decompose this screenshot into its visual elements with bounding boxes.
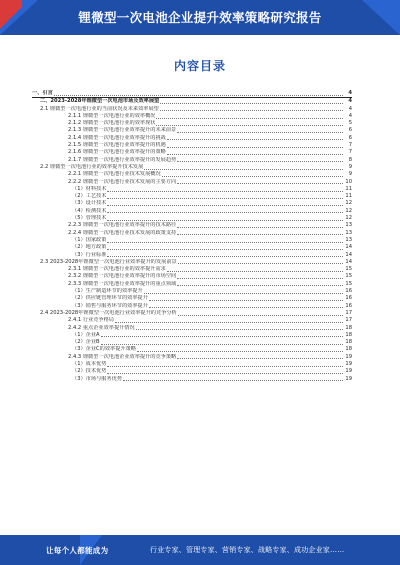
toc-entry[interactable] [32,244,352,251]
toc-leader-dots [107,202,343,206]
toc-entry-label: 二、2023-2028年锂微型一次电池市场及效率展望 [40,98,160,105]
header-banner [0,0,400,35]
toc-leader-dots [107,253,343,257]
toc-entry-label: （1）生产制造环节的效率提升 [72,288,143,295]
toc-entry[interactable] [32,157,352,164]
toc-entry[interactable] [32,281,352,288]
toc-entry-page: 9 [348,171,352,178]
toc-entry-page: 19 [345,360,352,367]
toc-entry-label: （3）企业C的效率提升策略 [72,346,136,353]
toc-entry-page: 4 [348,98,352,105]
toc-leader-dots [178,260,343,264]
toc-entry-label: 2.2 锂微型一次电池行业的效率提升技术发展 [40,163,144,170]
toc-entry[interactable] [32,288,352,295]
toc-entry[interactable] [32,252,352,259]
toc-entry-page: 15 [345,266,352,273]
toc-entry-label: （2）企业B [72,339,100,346]
toc-leader-dots [177,180,343,184]
toc-entry-page: 13 [345,229,352,236]
toc-entry-label: 2.1.5 锂微型一次电池行业效率提升的机遇 [68,142,166,149]
toc-entry[interactable] [32,266,352,273]
toc-entry-page: 12 [345,215,352,222]
toc-leader-dots [160,107,343,111]
toc-entry-page: 17 [345,309,352,316]
toc-leader-dots [149,297,343,301]
toc-leader-dots [167,136,343,140]
toc-entry[interactable] [32,376,352,383]
toc-entry-page: 15 [345,273,352,280]
toc-leader-dots [162,173,343,177]
toc-entry-label: 2.1.3 锂微型一次电池行业效率提升的未来前景 [68,127,177,134]
toc-leader-dots [107,217,343,221]
toc-entry-label: （1）企业A [72,331,100,338]
toc-entry-page: 16 [345,295,352,302]
toc-entry-label: （2）供应链管理环节的效率提升 [72,295,148,302]
toc-leader-dots [54,92,343,96]
toc-leader-dots [107,188,343,192]
toc-entry-label: 2.1.2 锂微型一次电池行业的效率现状 [68,120,156,127]
toc-entry-page: 6 [348,127,352,134]
toc-entry-page: 13 [345,236,352,243]
toc-entry[interactable] [32,222,352,229]
toc-leader-dots [107,370,343,374]
toc-leader-dots [160,100,343,104]
toc-entry[interactable] [32,171,352,178]
toc-leader-dots [107,239,343,243]
toc-entry-label: （3）设计技术 [72,200,107,207]
toc-entry-label: 2.3 2023-2028年锂微型一次电池行业效率提升的发展前景 [40,258,177,265]
toc-entry-page: 11 [345,185,352,192]
toc-entry[interactable] [32,164,352,171]
toc-leader-dots [177,129,343,133]
toc-entry-label: （2）工艺技术 [72,193,107,200]
toc-entry-page: 12 [345,200,352,207]
toc-entry-label: 一、引言 [32,90,53,96]
toc-entry-page: 19 [345,368,352,375]
toc-leader-dots [101,341,343,345]
toc-entry[interactable] [32,120,352,127]
toc-leader-dots [156,122,343,126]
toc-entry-page: 13 [345,222,352,229]
toc-leader-dots [107,209,343,213]
toc-entry-page: 8 [348,156,352,163]
toc-entry[interactable] [32,90,352,97]
toc-entry-label: （3）市场与服务优势 [72,375,122,382]
toc-entry-label: （1）材料技术 [72,185,107,192]
toc-entry-label: 2.4.3 锂微型一次电池企业效率提升的竞争策略 [68,353,177,360]
toc-entry-page: 16 [345,302,352,309]
toc-entry-page: 12 [345,207,352,214]
toc-entry-label: 2.1 锂微型一次电池行业的当前状况及未来效率展望 [40,105,159,112]
toc-entry[interactable] [32,310,352,317]
toc-leader-dots [123,377,343,381]
toc-entry-page: 14 [345,244,352,251]
toc-entry-page: 15 [345,280,352,287]
toc-entry-page: 5 [348,120,352,127]
toc-entry[interactable] [32,200,352,207]
toc-entry-label: 2.2.4 锂微型一次电池行业技术发展的政策支持 [68,229,177,236]
toc-leader-dots [177,355,343,359]
toc-entry[interactable] [32,186,352,193]
toc-entry[interactable] [32,135,352,142]
toc-entry-label: （1）成本优势 [72,360,107,367]
toc-leader-dots [101,333,343,337]
toc-entry-label: 2.1.1 锂微型一次电池行业的效率概况 [68,112,156,119]
footer-banner [0,535,400,565]
toc-entry-label: 2.3.3 锂微型一次电池行业效率提升的重点领域 [68,280,177,287]
toc-leader-dots [167,268,343,272]
toc-leader-dots [178,312,343,316]
toc-entry[interactable] [32,354,352,361]
toc-entry[interactable] [32,127,352,134]
footer-slogan-left: 让每个人都能成为 [46,546,109,555]
toc-entry-page: 7 [348,149,352,156]
toc-entry[interactable] [32,98,352,105]
toc-entry-label: （5）管理技术 [72,215,107,222]
table-of-contents [32,90,352,383]
toc-entry[interactable] [32,317,352,324]
toc-entry-page: 18 [345,331,352,338]
toc-entry-label: 2.4.2 重点企业效率提升情况 [68,324,135,331]
toc-entry[interactable] [32,303,352,310]
toc-entry-label: 2.4.1 行业竞争格局 [68,317,114,324]
toc-entry[interactable] [32,339,352,346]
toc-entry[interactable] [32,273,352,280]
toc-entry-label: （4）检测技术 [72,207,107,214]
toc-entry[interactable] [32,113,352,120]
toc-entry[interactable] [32,259,352,266]
toc-entry-page: 4 [348,112,352,119]
toc-entry-label: （3）销售与服务环节的效率提升 [72,302,148,309]
toc-entry-page: 7 [348,142,352,149]
toc-leader-dots [177,275,343,279]
toc-leader-dots [177,224,343,228]
toc-entry[interactable] [32,215,352,222]
toc-heading: 内容目录 [173,59,226,73]
toc-leader-dots [137,348,343,352]
toc-entry[interactable] [32,230,352,237]
toc-entry-page: 6 [348,134,352,141]
toc-leader-dots [156,115,343,119]
toc-entry[interactable] [32,106,352,113]
toc-entry-page: 14 [345,258,352,265]
toc-entry[interactable] [32,332,352,339]
toc-leader-dots [177,158,343,162]
toc-entry-page: 14 [345,251,352,258]
toc-leader-dots [144,290,343,294]
toc-leader-dots [177,282,343,286]
toc-leader-dots [107,363,343,367]
toc-leader-dots [177,231,343,235]
toc-entry-label: 2.3.2 锂微型一次电池行业效率提升的市场空间 [68,273,177,280]
toc-entry-page: 17 [345,317,352,324]
toc-entry[interactable] [32,179,352,186]
toc-entry[interactable] [32,142,352,149]
toc-entry-page: 19 [345,375,352,382]
toc-entry-page: 10 [345,178,352,185]
toc-entry-label: （2）地方政策 [72,244,107,251]
toc-entry-label: （3）行业标准 [72,251,107,258]
toc-entry[interactable] [32,325,352,332]
toc-entry-page: 18 [345,346,352,353]
toc-leader-dots [167,144,343,148]
toc-leader-dots [167,151,343,155]
footer-slogan-right: 行业专家、管理专家、营销专家、战略专家、成功企业家…… [150,546,345,554]
toc-entry-label: 2.4 2023-2028年锂微型一次电池行业效率提升的竞争分析 [40,309,177,316]
toc-entry[interactable] [32,193,352,200]
toc-entry-label: 2.3.1 锂微型一次电池行业的效率提升需求 [68,266,166,273]
toc-leader-dots [107,246,343,250]
toc-entry-label: 2.1.6 锂微型一次电池行业效率提升的策略 [68,149,166,156]
toc-leader-dots [149,304,343,308]
toc-entry-page: 4 [348,90,352,96]
toc-entry[interactable] [32,237,352,244]
toc-entry-label: 2.2.1 锂微型一次电池行业技术发展概况 [68,171,161,178]
toc-entry[interactable] [32,149,352,156]
toc-entry[interactable] [32,208,352,215]
toc-entry-label: 2.1.4 锂微型一次电池行业效率提升的挑战 [68,134,166,141]
toc-leader-dots [144,166,343,170]
toc-entry[interactable] [32,361,352,368]
toc-entry-label: 2.1.7 锂微型一次电池行业效率提升的发展趋势 [68,156,177,163]
toc-leader-dots [115,319,343,323]
toc-leader-dots [136,326,343,330]
toc-entry-page: 16 [345,288,352,295]
toc-entry[interactable] [32,346,352,353]
toc-entry-label: （1）国家政策 [72,236,107,243]
toc-entry-label: （2）技术优势 [72,368,107,375]
toc-entry-label: 2.2.3 锂微型一次电池行业效率提升的技术路径 [68,222,177,229]
toc-entry-page: 4 [348,105,352,112]
toc-leader-dots [107,195,343,199]
toc-entry-page: 18 [345,324,352,331]
toc-entry-label: 2.2.2 锂微型一次电池行业技术发展的主要方向 [68,178,177,185]
report-title: 锂微型一次电池企业提升效率策略研究报告 [78,10,322,25]
toc-entry-page: 11 [345,193,352,200]
toc-entry-page: 18 [345,339,352,346]
toc-entry[interactable] [32,295,352,302]
toc-entry-page: 19 [345,353,352,360]
toc-entry[interactable] [32,368,352,375]
toc-entry-page: 9 [348,163,352,170]
